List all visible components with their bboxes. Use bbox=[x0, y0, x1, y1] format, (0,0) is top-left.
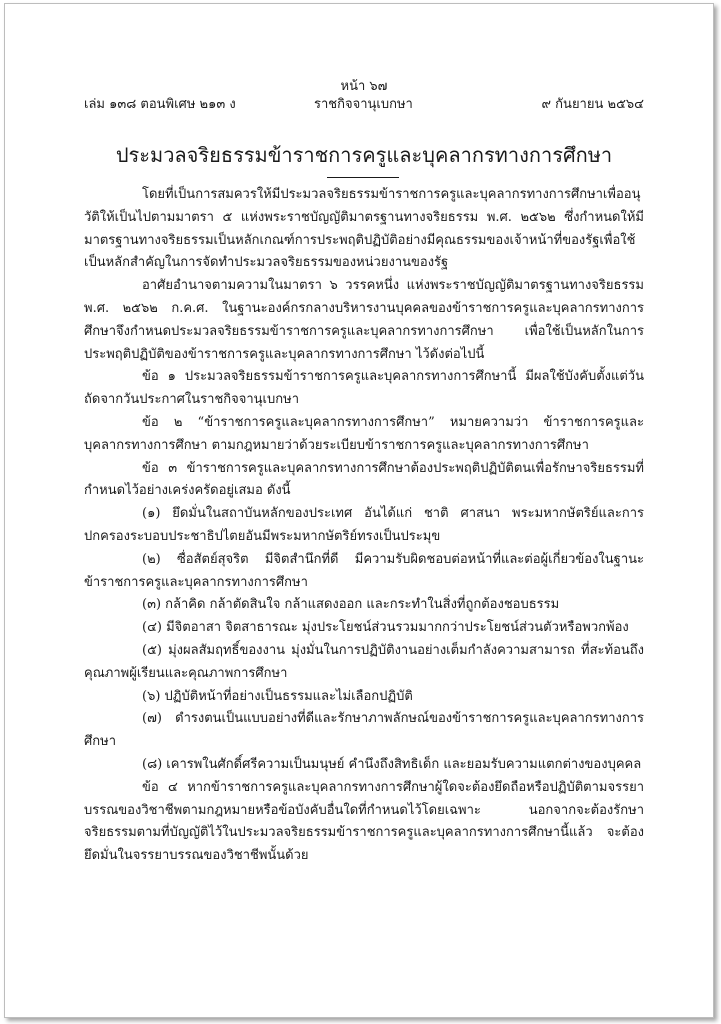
clause-3-item-3: (๓) กล้าคิด กล้าตัดสินใจ กล้าแสดงออก และกระทำในสิ่งที่ถูกต้องชอบธรรม bbox=[142, 597, 560, 613]
clause-1: ข้อ ๑ ประมวลจริยธรรมข้าราชการครูและบุคลากรทางการศึกษานี้ มีผลใช้บังคับตั้งแต่วันถัดจากวันประกาศในราชกิจจานุเบกษา bbox=[84, 369, 644, 408]
gazette-header bbox=[84, 96, 644, 114]
clause-2: ข้อ ๒ “ข้าราชการครูและบุคลากรทางการศึกษา” หมายความว่า ข้าราชการครูและบุคลากรทางการศึกษา ตามกฎหมายว่าด้วยระเบียบข้าราชการครูและบุคลากรทางการศึกษา bbox=[84, 414, 644, 453]
gazette-volume: เล่ม ๑๓๘ ตอนพิเศษ ๒๑๓ ง bbox=[84, 97, 236, 112]
authority-paragraph: อาศัยอำนาจตามความในมาตรา ๖ วรรคหนึ่ง แห่งพระราชบัญญัติมาตรฐานทางจริยธรรม พ.ศ. ๒๕๖๒ ก.ค.ศ. ในฐานะองค์กรกลางบริหารงานบุคคลของข้าราชการครูและบุคลากรทางการศึกษาจึงกำหนดประมวลจริยธรรมข้าราชการครูและบุคลากรทางการศึกษา เพื่อใช้เป็นหลักในการประพฤติปฏิบัติของข้าราชการครูและบุคลากรทางการศึกษา ไว้ดังต่อไปนี้ bbox=[84, 278, 644, 362]
clause-3-item-1: (๑) ยึดมั่นในสถาบันหลักของประเทศ อันได้แก่ ชาติ ศาสนา พระมหากษัตริย์และการปกครองระบอบประชาธิปไตยอันมีพระมหากษัตริย์ทรงเป็นประมุข bbox=[84, 506, 644, 544]
document-title: ประมวลจริยธรรมข้าราชการครูและบุคลากรทางการศึกษา bbox=[115, 143, 613, 167]
preamble-paragraph: โดยที่เป็นการสมควรให้มีประมวลจริยธรรมข้าราชการครูและบุคลากรทางการศึกษาเพื่ออนุวัติให้เป็นไปตามมาตรา ๕ แห่งพระราชบัญญัติมาตรฐานทางจริยธรรม พ.ศ. ๒๕๖๒ ซึ่งกำหนดให้มีมาตรฐานทางจริยธรรมเป็นหลักเกณฑ์การประพฤติปฏิบัติอย่างมีคุณธรรมของเจ้าหน้าที่ของรัฐเพื่อใช้เป็นหลักสำคัญในการจัดทำประมวลจริยธรรมของหน่วยงานของรัฐ bbox=[84, 187, 644, 271]
document-page bbox=[4, 3, 714, 1018]
title-underline bbox=[327, 177, 399, 178]
document-body bbox=[84, 184, 644, 868]
clause-3-item-4: (๔) มีจิตอาสา จิตสาธารณะ มุ่งประโยชน์ส่วนรวมมากกว่าประโยชน์ส่วนตัวหรือพวกพ้อง bbox=[142, 620, 629, 636]
gazette-date: ๙ กันยายน ๒๕๖๔ bbox=[541, 97, 644, 112]
clause-3-item-8: (๘) เคารพในศักดิ์ศรีความเป็นมนุษย์ คำนึงถึงสิทธิเด็ก และยอมรับความแตกต่างของบุคคล bbox=[142, 756, 642, 772]
clause-3-item-7: (๗) ดำรงตนเป็นแบบอย่างที่ดีและรักษาภาพลักษณ์ของข้าราชการครูและบุคลากรทางการศึกษา bbox=[84, 711, 644, 750]
clause-3-item-6: (๖) ปฏิบัติหน้าที่อย่างเป็นธรรมและไม่เลือกปฏิบัติ bbox=[142, 688, 413, 704]
clause-4: ข้อ ๔ หากข้าราชการครูและบุคลากรทางการศึกษาผู้ใดจะต้องยึดถือหรือปฏิบัติตามจรรยาบรรณของวิชาชีพตามกฎหมายหรือข้อบังคับอื่นใดที่กำหนดไว้โดยเฉพาะ นอกจากจะต้องรักษาจริยธรรมตามที่บัญญัติไว้ในประมวลจริยธรรมข้าราชการครูและบุคลากรทางการศึกษานี้แล้ว จะต้องยึดมั่นในจรรยาบรรณของวิชาชีพนั้นด้วย bbox=[84, 779, 644, 864]
gazette-name: ราชกิจจานุเบกษา bbox=[314, 97, 413, 112]
page-number: หน้า ๖๗ bbox=[340, 79, 388, 94]
clause-3: ข้อ ๓ ข้าราชการครูและบุคลากรทางการศึกษาต้องประพฤติปฏิบัติตนเพื่อรักษาจริยธรรมที่กำหนดไว้อย่างเคร่งครัดอยู่เสมอ ดังนี้ bbox=[84, 460, 644, 499]
clause-3-item-5: (๕) มุ่งผลสัมฤทธิ์ของงาน มุ่งมั่นในการปฏิบัติงานอย่างเต็มกำลังความสามารถ ที่สะท้อนถึงคุณภาพผู้เรียนและคุณภาพการศึกษา bbox=[84, 642, 644, 681]
clause-3-item-2: (๒) ซื่อสัตย์สุจริต มีจิตสำนึกที่ดี มีความรับผิดชอบต่อหน้าที่และต่อผู้เกี่ยวข้องในฐานะข้าราชการครูและบุคลากรทางการศึกษา bbox=[84, 551, 644, 590]
